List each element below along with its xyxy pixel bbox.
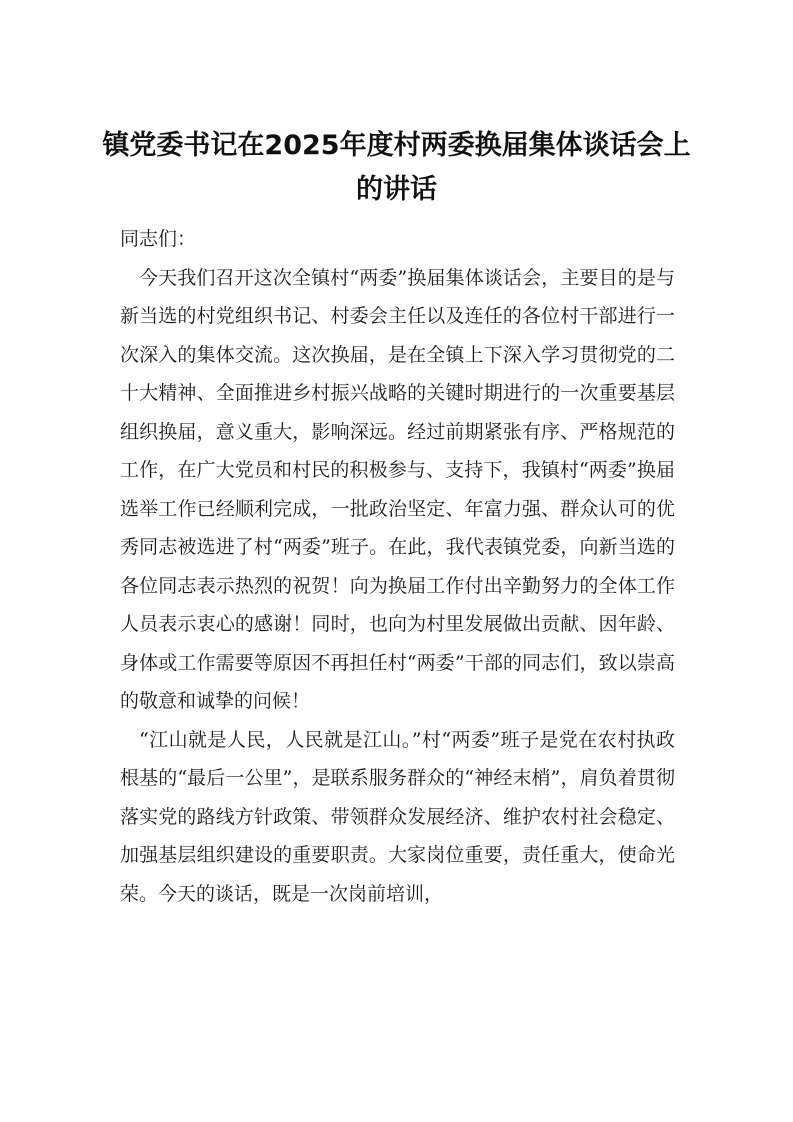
document-body	[120, 220, 675, 913]
paragraph-1: 今天我们召开这次全镇村“两委”换届集体谈话会，主要目的是与新当选的村党组织书记、村委会主任以及连任的各位村干部进行一次深入的集体交流。这次换届，是在全镇上下深入学习贯彻党的二十大精神、全面推进乡村振兴战略的关键时期进行的一次重要基层组织换届，意义重大，影响深远。经过前期紧张有序、严格规范的工作，在广大党员和村民的积极参与、支持下，我镇村“两委”换届选举工作已经顺利完成，一批政治坚定、年富力强、群众认可的优秀同志被选进了村“两委”班子。在此，我代表镇党委，向新当选的各位同志表示热烈的祝贺！向为换届工作付出辛勤努力的全体工作人员表示衷心的感谢！同时，也向为村里发展做出贡献、因年龄、身体或工作需要等原因不再担任村“两委”干部的同志们，致以崇高的敬意和诚挚的问候！	[120, 266, 675, 712]
salutation: 同志们：	[120, 228, 197, 250]
paragraph-2: “江山就是人民，人民就是江山。”村“两委”班子是党在农村执政根基的“最后一公里”，是联系服务群众的“神经末梢”，肩负着贯彻落实党的路线方针政策、带领群众发展经济、维护农村社会稳定、加强基层组织建设的重要职责。大家岗位重要，责任重大，使命光荣。今天的谈话，既是一次岗前培训，	[120, 728, 675, 905]
document-title: 镇党委书记在2025年度村两委换届集体谈话会上的讲话	[102, 130, 691, 205]
